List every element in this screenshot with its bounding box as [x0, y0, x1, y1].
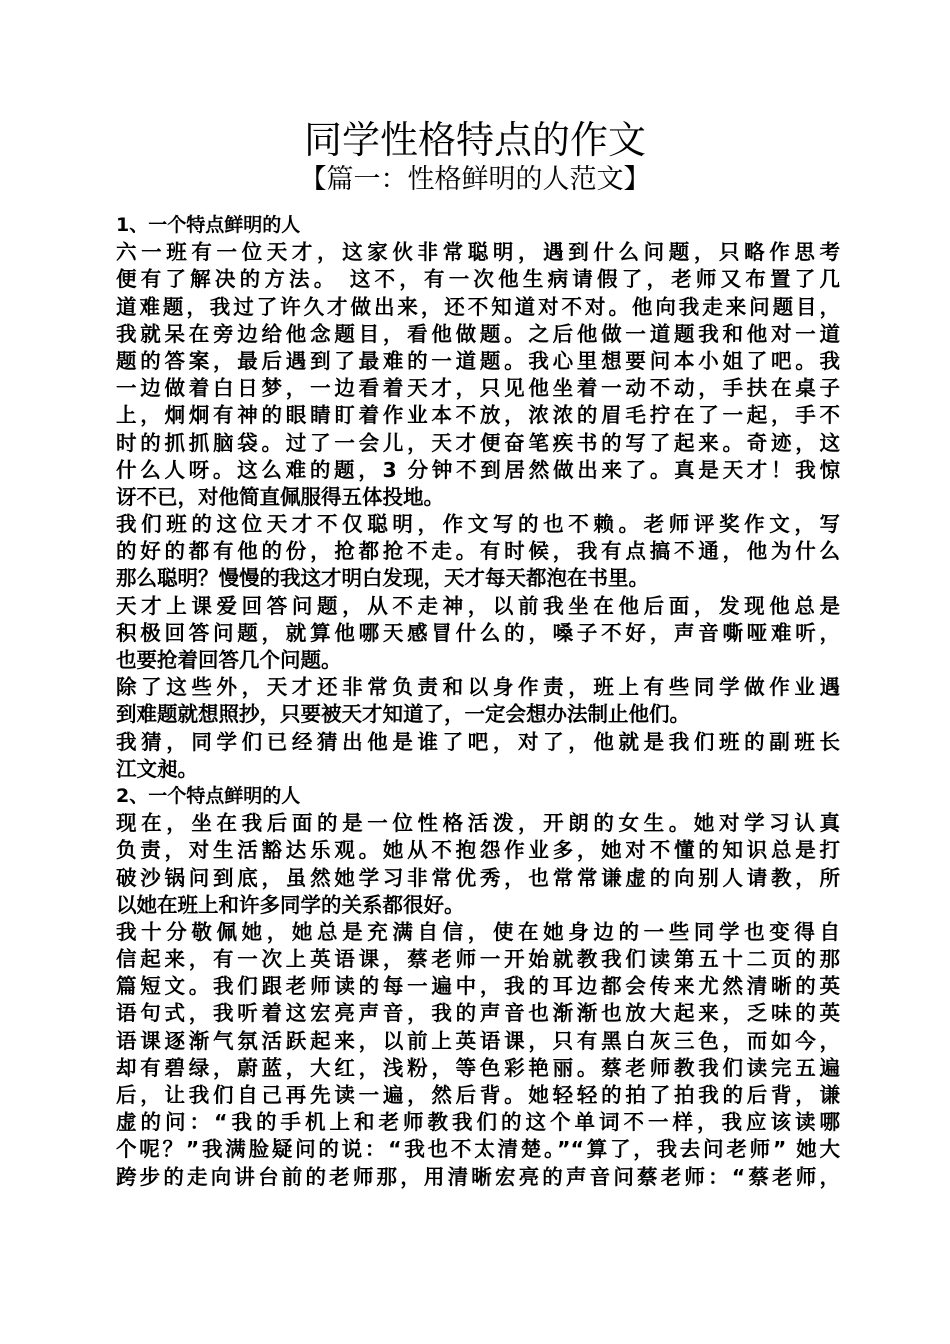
article-body [116, 212, 840, 1191]
text-line: 跨步的走向讲台前的老师那，用清晰宏亮的声音问蔡老师：“蔡老师， [116, 1164, 840, 1189]
text-line: 上，炯炯有神的眼睛盯着作业本不放，浓浓的眉毛拧在了一起，手不 [116, 403, 840, 428]
text-line: 破沙锅问到底，虽然她学习非常优秀，也常常谦虚的向别人请教，所 [116, 865, 840, 890]
text-line: 讶不已，对他简直佩服得五体投地。 [116, 484, 444, 509]
text-line: 题的答案，最后遇到了最难的一道题。我心里想要问本小姐了吧。我 [116, 348, 840, 373]
text-line: 虚的问：“我的手机上和老师教我们的这个单词不一样，我应该读哪 [116, 1110, 840, 1135]
text-line: 篇短文。我们跟老师读的每一遍中，我的耳边都会传来尤然清晰的英 [116, 974, 840, 999]
text-line: 道难题，我过了许久才做出来，还不知道对不对。他向我走来问题目， [116, 294, 840, 319]
text-line: 我们班的这位天才不仅聪明，作文写的也不赖。老师评奖作文，写 [116, 512, 840, 537]
section-heading: 2、一个特点鲜明的人 [116, 784, 301, 807]
text-line: 除了这些外，天才还非常负责和以身作责，班上有些同学做作业遇 [116, 675, 840, 700]
text-line: 什么人呀。这么难的题，3 分钟不到居然做出来了。真是天才！我惊 [116, 457, 840, 482]
text-line: 现在，坐在我后面的是一位性格活泼，开朗的女生。她对学习认真 [116, 811, 840, 836]
text-line: 到难题就想照抄，只要被天才知道了，一定会想办法制止他们。 [116, 702, 690, 727]
text-line: 信起来，有一次上英语课，蔡老师一开始就教我们读第五十二页的那 [116, 947, 840, 972]
text-line: 积极回答问题，就算他哪天感冒什么的，嗓子不好，声音嘶哑难听， [116, 620, 840, 645]
page-title: 同学性格特点的作文 [303, 118, 646, 162]
page-subtitle: 【篇一：性格鲜明的人范文】 [299, 164, 651, 195]
text-line: 天才上课爱回答问题，从不走神，以前我坐在他后面，发现他总是 [116, 593, 840, 618]
text-line: 却有碧绿，蔚蓝，大红，浅粉，等色彩艳丽。蔡老师教我们读完五遍 [116, 1055, 840, 1080]
text-line: 江文昶。 [116, 756, 198, 781]
text-line: 后，让我们自己再先读一遍，然后背。她轻轻的拍了拍我的后背，谦 [116, 1083, 840, 1107]
text-line: 六一班有一位天才，这家伙非常聪明，遇到什么问题，只略作思考 [116, 240, 840, 265]
text-line: 也要抢着回答几个问题。 [116, 648, 342, 672]
text-line: 的好的都有他的份，抢都抢不走。有时候，我有点搞不通，他为什么 [116, 539, 840, 564]
section-heading: 1、一个特点鲜明的人 [116, 214, 301, 236]
text-line: 负责，对生活豁达乐观。她从不抱怨作业多，她对不懂的知识总是打 [116, 838, 840, 863]
text-line: 那么聪明？慢慢的我这才明白发现，天才每天都泡在书里。 [116, 566, 649, 591]
text-line: 便有了解决的方法。 这不，有一次他生病请假了，老师又布置了几 [116, 267, 840, 292]
text-line: 语课逐渐气氛活跃起来，以前上英语课，只有黑白灰三色，而如今， [116, 1028, 840, 1053]
text-line: 一边做着白日梦，一边看着天才，只见他坐着一动不动，手扶在桌子 [116, 376, 840, 401]
text-line: 我猜，同学们已经猜出他是谁了吧，对了，他就是我们班的副班长 [116, 729, 840, 754]
text-line: 我就呆在旁边给他念题目，看他做题。之后他做一道题我和他对一道 [116, 321, 840, 346]
text-line: 时的抓抓脑袋。过了一会儿，天才便奋笔疾书的写了起来。奇迹，这 [116, 430, 840, 455]
text-line: 个呢？”我满脸疑问的说：“我也不太清楚。”“算了，我去问老师” 她大 [116, 1137, 840, 1162]
text-line: 语句式，我听着这宏亮声音，我的声音也渐渐也放大起来，乏味的英 [116, 1001, 840, 1026]
text-line: 我十分敬佩她，她总是充满自信，使在她身边的一些同学也变得自 [116, 919, 840, 944]
text-line: 以她在班上和许多同学的关系都很好。 [116, 892, 465, 917]
